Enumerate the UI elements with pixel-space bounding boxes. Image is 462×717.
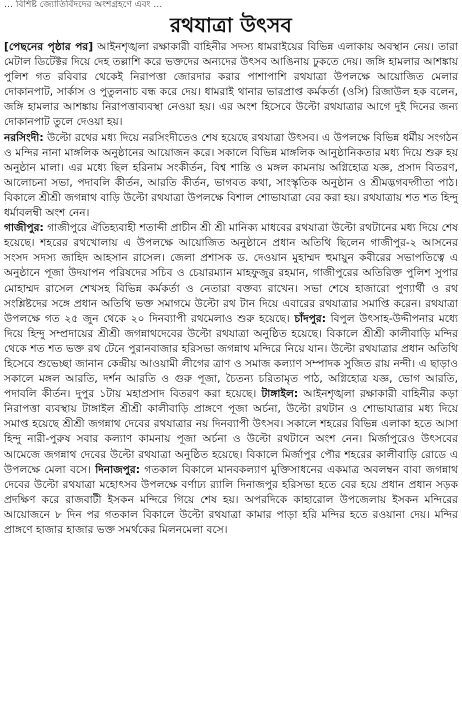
paragraph-text: গতকাল বিকালে মানবকল্যাণ মুক্তিসাধনের একমাত্র অবলম্বন বাবা জগন্নাথ দেবের উল্টো রথযাত্রা মহোৎসব উপলক্ষে বর্ণাঢ্য র‌্যালি দিনাজপুর হরিসভা হতে বের হয়ে প্রধান প্রধান সড়ক প্রদক্ষিণ করে রাজবাটী ইসকন মন্দিরে গিয়ে শেষ হয়। অপরদিকে কাহারোল উপজেলায় ইসকন মন্দিরের আয়োজনে ৮ দিন পর গতকাল বিকালে উল্টো রথযাত্রা কামার পাড়া হরি মন্দির হতে রওয়ানা দেয়। মন্দির প্রাঙ্গণে হাজার হাজার ভক্ত সমর্থকের মিলনমেলা বসে।: [4, 463, 458, 536]
location-subhead: টাঙ্গাইল:: [261, 388, 299, 401]
paragraph-text: গাজীপুরে ঐতিহ্যবাহী শতাব্দী প্রাচীন শ্রী শ্রী মানিক্য মাধবের রথযাত্রা উল্টো রথটানের মধ্য দিয়ে শেষ হয়েছে। শহরের রথখোলায় এ উপলক্ষে আয়োজিত অনুষ্ঠানে প্রধান অতিথি ছিলেন গাজীপুর-২ আসনের সংসদ সদস্য জাহিদ আহসান রাসেল। জেলা প্রশাসক ড. দেওয়ান মুহাম্মদ হুমায়ুন কবীরের সভাপতিত্বে এ অনুষ্ঠানে পূজা উদযাপন পরিষদের সচিব ও চেয়ারম্যান মাহফুজুর রহমান, গাজীপুরের অতিরিক্ত পুলিশ সুপার মোহাম্মদ রাসেল শেখসহ বিভিন্ন কর্মকর্তা ও নেতারা বক্তব্য রাখেন। সভা শেষে হাজারো পুণ্যার্থী ও রথ সংশ্লিষ্টদের সঙ্গে প্রধান অতিথি ভক্ত সমাগমে উল্টো রথ টান দিয়ে এবারের রথযাত্রার সমাপ্তি করেন। রথযাত্রা উপলক্ষে গত ২৫ জুন থেকে ২০ দিনব্যাপী রথমেলাও শুরু হয়েছে।: [4, 222, 458, 325]
paragraph-narsingdi: [4, 131, 458, 222]
article-body: [4, 40, 458, 538]
previous-article-fragment: … বিশিষ্ট জ্যোতির্বিদদের অংশগ্রহণে এবং …: [4, 0, 163, 10]
paragraph-text: আইনশৃঙ্খলা রক্ষাকারী বাহিনীর সদস্য ধামরাইয়ের বিভিন্ন এলাকায় অবস্থান নেয়। তারা মেটাল ডিটেক্টর দিয়ে দেহ তল্লাশি করে ভক্তদের অন্যদের উৎসব আঙিনায় ঢুকতে দেয়। জঙ্গি হামলার আশঙ্কায় পুলিশ গত রবিবার থেকেই নিরাপত্তা জোরদার করার পাশাপাশি রথযাত্রা উপলক্ষে আয়োজিত মেলার দোকানপাট, সার্কাস ও পুতুলনাচ বন্ধ করে দেয়। ধামরাই থানার ভারপ্রাপ্ত কর্মকর্তা (ওসি) রিজাউল হক বলেন, জঙ্গি হামলার আশঙ্কায় নিরাপত্তাব্যবস্থা নেওয়া হয়। এর অংশ হিসেবে উল্টো রথযাত্রার আগে দুই দিনের জন্য দোকানপাট তুলে দেওয়া হয়।: [4, 41, 458, 129]
article-headline: রথযাত্রা উৎসব: [169, 13, 293, 37]
location-subhead: গাজীপুর:: [4, 222, 44, 235]
paragraph-dhamrai: [4, 40, 458, 131]
paragraph-text: বিপুল উৎসাহ-উদ্দীপনার মধ্যে দিয়ে হিন্দু সম্প্রদায়ের শ্রীশ্রী জগন্নাথদেবের উল্টো রথযাত্রা অনুষ্ঠিত হয়েছে। বিকালে শ্রীশ্রী কালীবাড়ি মন্দির থেকে শত শত ভক্ত রথ টেনে পুরানবাজার হরিসভা জগন্নাথ মন্দিরে নিয়ে যান। উল্টো রথযাত্রার প্রধান অতিথি হিসেবে শুভেচ্ছা জানান কেন্দ্রীয় আওয়ামী লীগের ত্রাণ ও সমাজ কল্যাণ সম্পাদক সুজিত রায় নন্দী। এ ছাড়াও সকালে মঙ্গল আরতি, দর্শন আরতি ও গুরু পূজা, চৈতন্য চরিতামৃত পাঠ, অগ্নিহোত্র যজ্ঞ, ভোগ আরতি, পদাবলি কীর্তন। দুপুর ১টায় মহাপ্রসাদ বিতরণ করা হয়েছে।: [4, 312, 459, 401]
continuation-label: [পেছনের পৃষ্ঠার পর]: [4, 41, 94, 53]
paragraph-text: আইনশৃঙ্খলা রক্ষাকারী বাহিনীর কড়া নিরাপত্তা ব্যবস্থায় টাঙ্গাইল শ্রীশ্রী কালীবাড়ি প্রাঙ্গণে পূজা অর্চনা, উল্টো রথটান ও শোভাযাত্রার মধ্য দিয়ে সমাপ্ত হয়েছে শ্রীশ্রী জগন্নাথ দেবের রথযাত্রার নয় দিনব্যাপী উৎসব। সকালে শহরের বিভিন্ন এলাকা হতে আসা হিন্দু নারী-পুরুষ সবার কল্যাণ কামনায় পূজা অর্চনা ও উল্টো রথটানে অংশ নেন। মির্জাপুরেও উৎসবের আমেজে জগন্নাথ দেবের উল্টো রথযাত্রা অনুষ্ঠিত হয়েছে। বিকালে মির্জাপুর পৌর শহরের কালীবাড়ি রোডে এ উপলক্ষে মেলা বসে।: [4, 388, 459, 476]
paragraph-text: উল্টো রথের মধ্য দিয়ে নরসিংদীতেও শেষ হয়েছে রথযাত্রা উৎসব। এ উপলক্ষে বিভিন্ন ধর্মীয় সংগঠন ও মন্দির নানা মাঙ্গলিক অনুষ্ঠানের আয়োজন করে। সকালে বিভিন্ন মাঙ্গলিক আনুষ্ঠানিকতার মধ্য দিয়ে শুরু হয় অনুষ্ঠান মালা। এর মধ্যে ছিল হরিনাম সংকীর্তন, বিশ্ব শান্তি ও মঙ্গল কামনায় অগ্নিহোত্র যজ্ঞ, প্রসাদ বিতরণ, আলোচনা সভা, পদাবলি কীর্তন, আরতি কীর্তন, ভাগবত কথা, সাংস্কৃতিক অনুষ্ঠান ও শ্রীমদ্ভগবদ্গীতা পাঠ। বিকালে শ্রীশ্রী জগন্নাথ বাড়ি উল্টো রথযাত্রা উপলক্ষে বিশাল শোভাযাত্রা বের করা হয়। রথযাত্রায় শত শত হিন্দু ধর্মাবলম্বী অংশ নেন।: [4, 131, 458, 220]
location-subhead: চাঁদপুর:: [294, 312, 326, 325]
paragraph-gazipur: [4, 221, 458, 538]
location-subhead: দিনাজপুর:: [95, 463, 140, 476]
location-subhead: নরসিংদী:: [4, 131, 44, 144]
